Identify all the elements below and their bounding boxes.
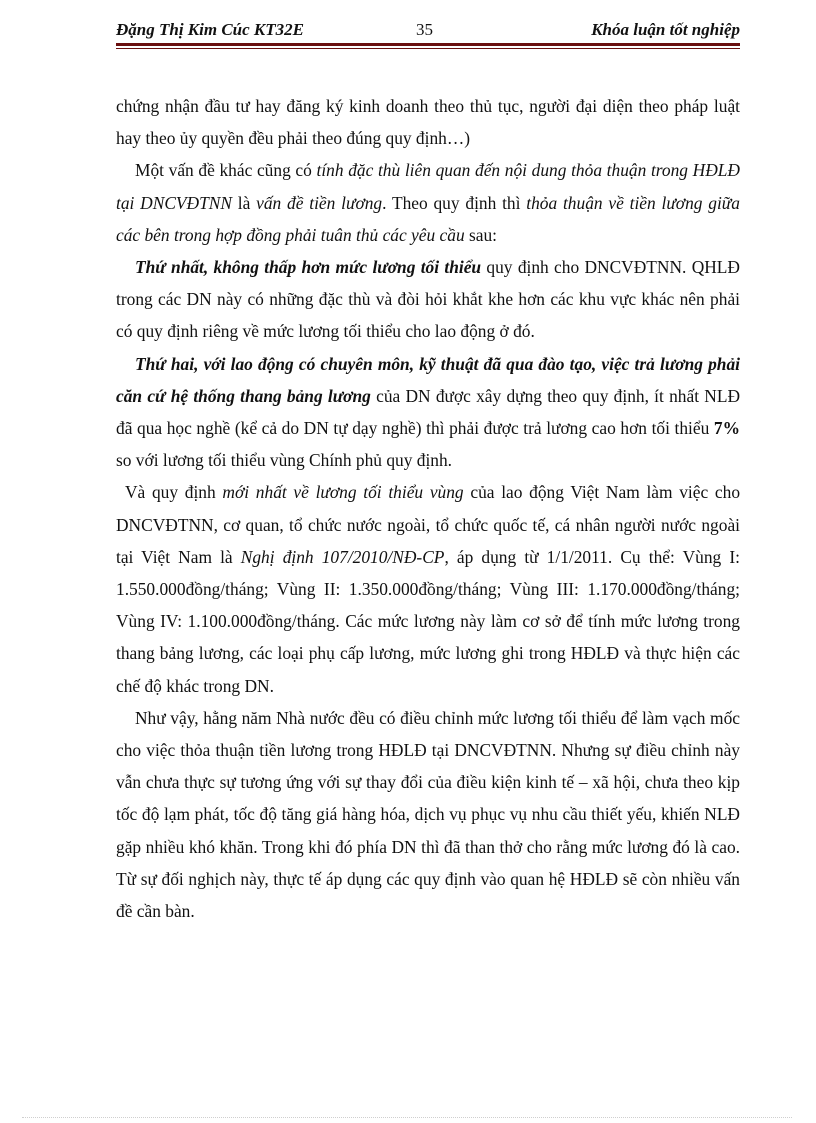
- document-body: [116, 90, 740, 927]
- header-page-number: 35: [416, 20, 433, 39]
- p4-text-b: của DN được xây dựng theo quy định, ít nhất NLĐ đã qua học nghề (kể cả do DN tự dạy nghề) thì phải được trả lương cao hơn tối thiểu: [116, 385, 741, 439]
- paragraph-3: [116, 251, 740, 348]
- header-rule-thin: [116, 48, 740, 49]
- p3-bold-italic-a: Thứ nhất, không thấp hơn mức lương tối thiểu: [135, 257, 482, 278]
- p5-text-e: , áp dụng từ 1/1/2011. Cụ thể: Vùng I: 1.550.000đồng/tháng; Vùng II: 1.350.000đồng/tháng; Vùng III: 1.170.000đồng/tháng; Vùng IV: 1.100.000đồng/tháng. Các mức lương này làm cơ sở để tính mức lương trong thang bảng lương, các loại phụ cấp lương, mức lương ghi trong HĐLĐ và thực hiện các chế độ khác trong DN.: [116, 546, 740, 696]
- header-rule-thick: [116, 43, 740, 46]
- p3-text-b: quy định cho DNCVĐTNN. QHLĐ trong các DN này có những đặc thù và đòi hỏi khắt khe hơn các khu vực khác nên phải có quy định riêng về mức lương tối thiểu cho lao động ở đó.: [116, 257, 740, 342]
- p4-text-d: so với lương tối thiểu vùng Chính phủ quy định.: [116, 450, 453, 471]
- paragraph-1: [116, 90, 740, 154]
- p2-italic-b: tính đặc thù liên quan đến nội dung thỏa thuận trong HĐLĐ tại DNCVĐTNN: [116, 160, 740, 213]
- p5-italic-b: mới nhất về lương tối thiểu vùng: [222, 482, 464, 503]
- p2-italic-d: vấn đề tiền lương: [256, 192, 383, 213]
- p4-bold-c: 7%: [713, 418, 740, 439]
- p5-text-a: Và quy định: [125, 482, 223, 503]
- p5-text-c: của lao động Việt Nam làm việc cho DNCVĐTNN, cơ quan, tổ chức nước ngoài, tổ chức quốc tế, cá nhân người nước ngoài tại Việt Nam là: [116, 482, 741, 567]
- p2-text-a: Một vấn đề khác cũng có: [135, 160, 317, 181]
- paragraph-4: [116, 348, 740, 477]
- p4-bold-italic-a: Thứ hai, với lao động có chuyên môn, kỹ thuật đã qua đào tạo, việc trả lương phải căn cứ hệ thống thang bảng lương: [116, 353, 740, 406]
- header-doc-title: Khóa luận tốt nghiệp: [591, 20, 740, 39]
- p2-text-g: sau:: [464, 224, 498, 245]
- header-author: Đặng Thị Kim Cúc KT32E: [116, 20, 304, 39]
- p2-italic-f: thỏa thuận về tiền lương giữa các bên trong hợp đồng phải tuân thủ các yêu cầu: [116, 192, 740, 245]
- paragraph-1-text: chứng nhận đầu tư hay đăng ký kinh doanh theo thủ tục, người đại diện theo pháp luật hay theo ủy quyền đều phải theo đúng quy định…): [116, 96, 740, 149]
- p5-italic-d: Nghị định 107/2010/NĐ-CP: [240, 546, 445, 567]
- page-bottom-edge: [22, 1117, 792, 1118]
- paragraph-5: [116, 476, 740, 701]
- page-header: [116, 16, 740, 40]
- paragraph-2: [116, 154, 740, 251]
- p2-text-e: . Theo quy định thì: [382, 192, 527, 213]
- p2-text-c: là: [231, 192, 257, 213]
- paragraph-6-text: Như vậy, hằng năm Nhà nước đều có điều chỉnh mức lương tối thiểu để làm vạch mốc cho việc thỏa thuận tiền lương trong HĐLĐ tại DNCVĐTNN. Nhưng sự điều chỉnh này vẫn chưa thực sự tương ứng với sự thay đổi của điều kiện kinh tế – xã hội, chưa theo kịp tốc độ lạm phát, tốc độ tăng giá hàng hóa, dịch vụ phục vụ nhu cầu thiết yếu, khiến NLĐ gặp nhiều khó khăn. Trong khi đó phía DN thì đã than thở cho rằng mức lương đó là cao. Từ sự đối nghịch này, thực tế áp dụng các quy định vào quan hệ HĐLĐ sẽ còn nhiều vấn đề cần bàn.: [116, 707, 740, 922]
- paragraph-6: [116, 702, 740, 927]
